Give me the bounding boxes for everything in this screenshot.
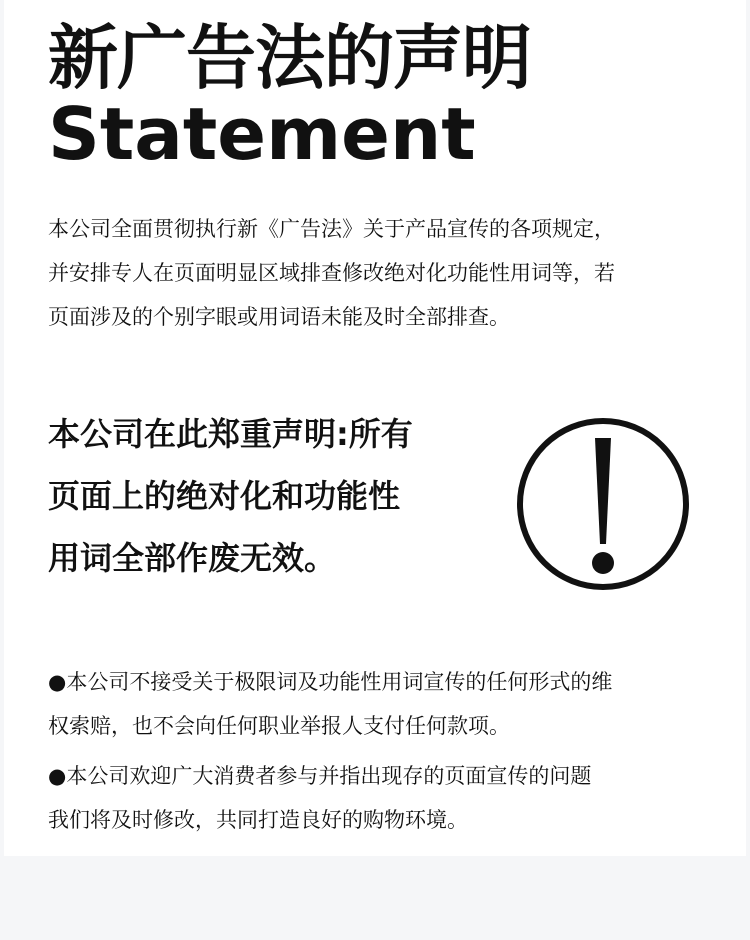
intro-paragraph xyxy=(48,207,708,339)
page-subtitle: Statement xyxy=(48,92,476,176)
intro-line: 本公司全面贯彻执行新《广告法》关于产品宣传的各项规定， xyxy=(48,217,615,241)
note-item xyxy=(48,660,728,748)
notes-block xyxy=(48,660,728,842)
page-title: 新广告法的声明 xyxy=(48,17,531,99)
note-line: ●本公司欢迎广大消费者参与并指出现存的页面宣传的问题 xyxy=(48,764,592,788)
declaration-block xyxy=(48,403,488,589)
note-line: ●本公司不接受关于极限词及功能性用词宣传的任何形式的维 xyxy=(48,670,613,694)
exclamation-circle-icon xyxy=(515,416,691,592)
declaration-line: 用词全部作废无效。 xyxy=(48,539,337,577)
statement-card xyxy=(4,0,746,856)
intro-line: 并安排专人在页面明显区域排查修改绝对化功能性用词等，若 xyxy=(48,261,615,285)
declaration-line: 页面上的绝对化和功能性 xyxy=(48,477,401,515)
note-line: 我们将及时修改，共同打造良好的购物环境。 xyxy=(48,808,468,832)
declaration-line: 本公司在此郑重声明:所有 xyxy=(48,415,413,453)
note-item xyxy=(48,754,728,842)
footer-band xyxy=(0,856,750,940)
intro-line: 页面涉及的个别字眼或用词语未能及时全部排查。 xyxy=(48,305,510,329)
note-line: 权索赔，也不会向任何职业举报人支付任何款项。 xyxy=(48,714,510,738)
